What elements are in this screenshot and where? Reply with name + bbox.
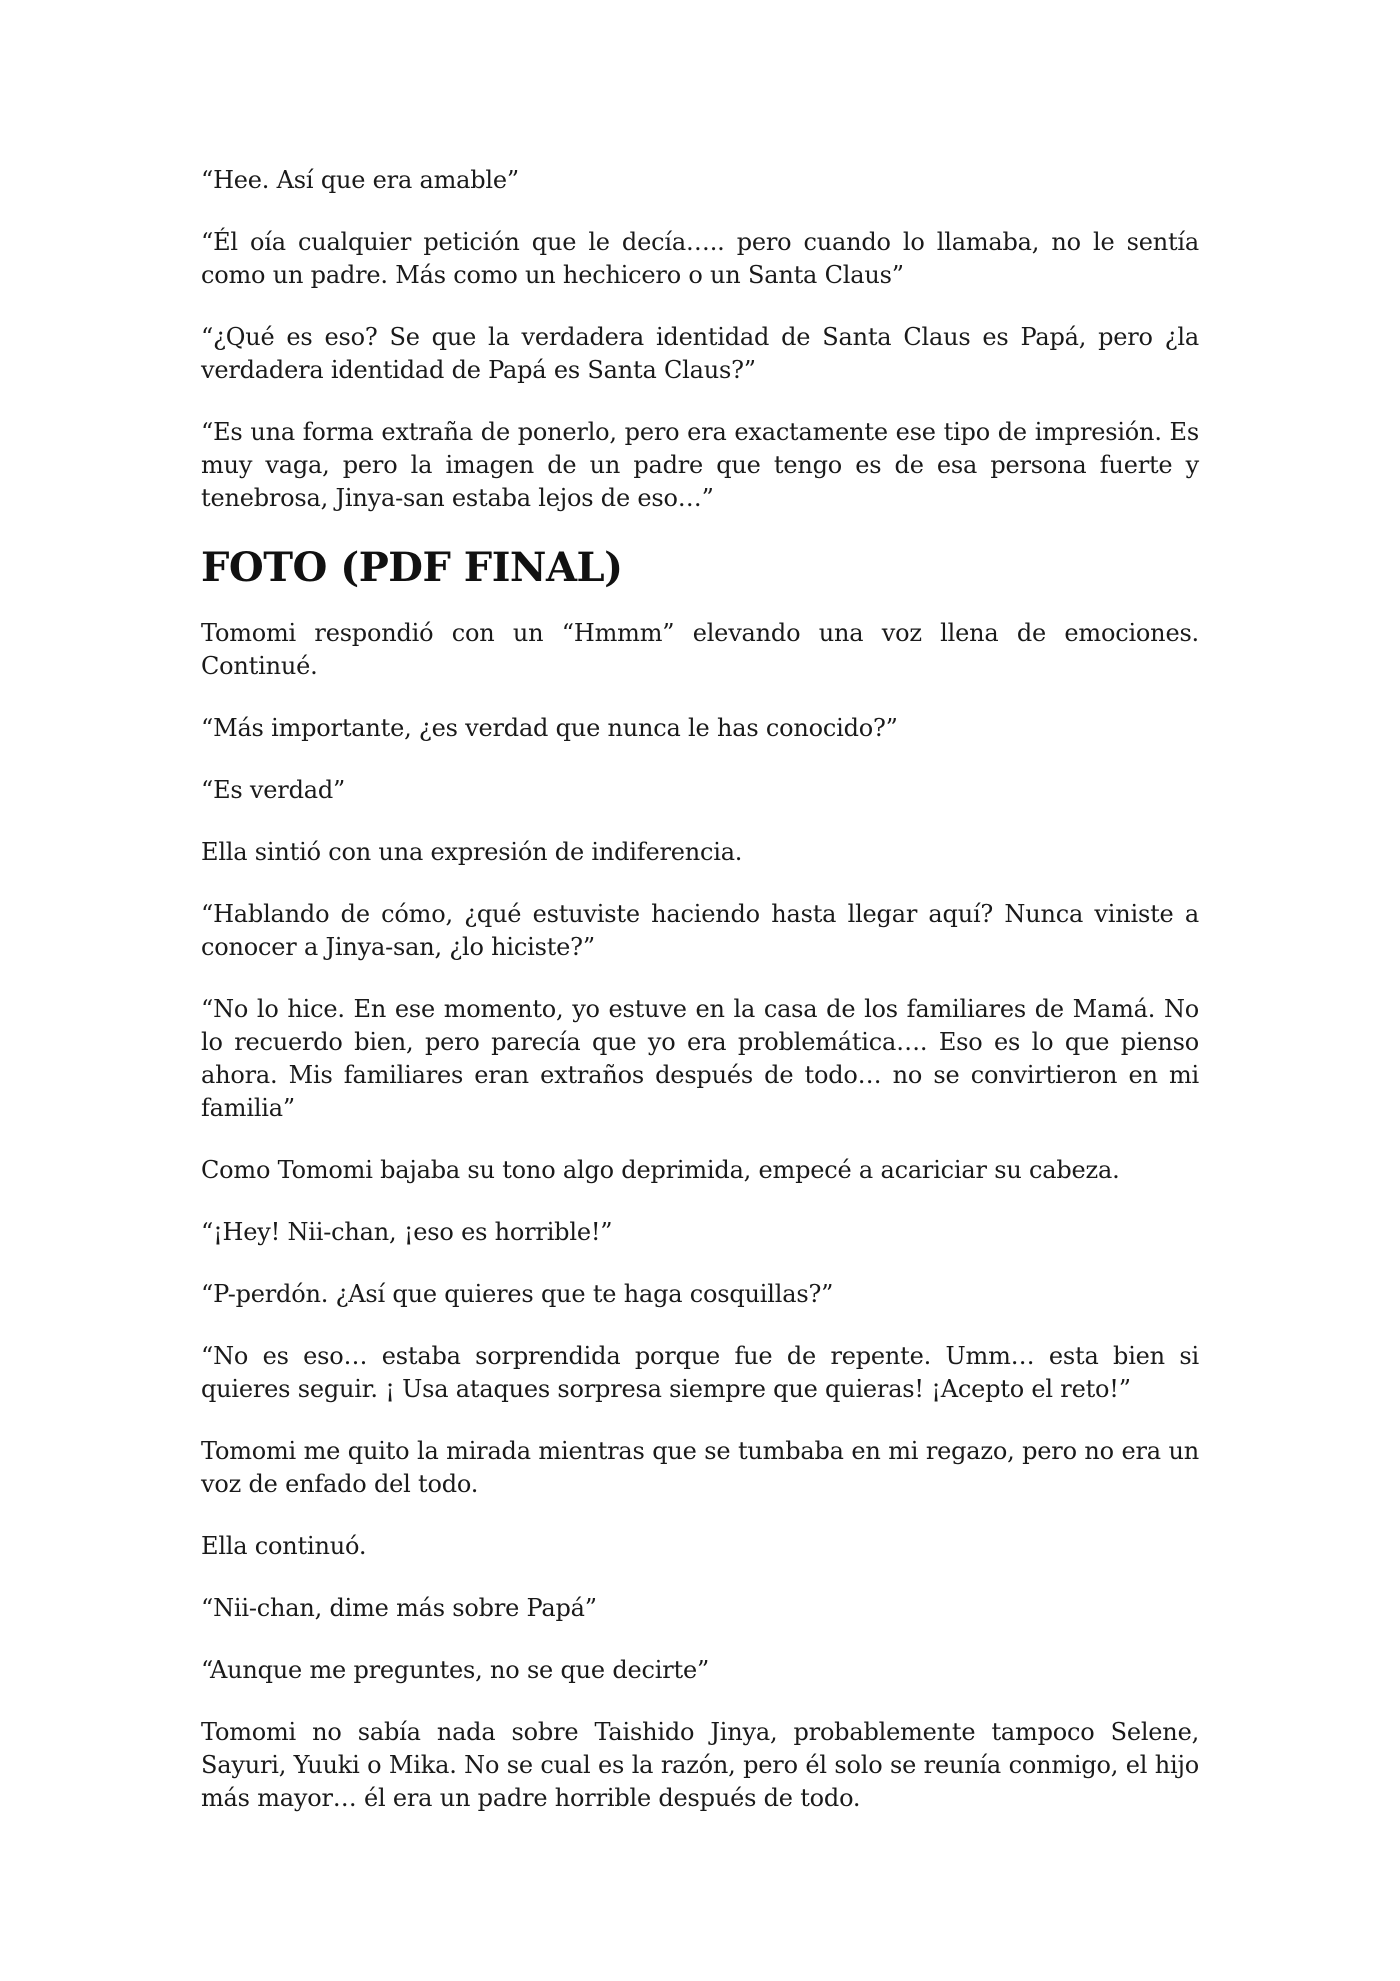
paragraph: Ella sintió con una expresión de indiferencia. bbox=[201, 838, 743, 866]
paragraph: Tomomi no sabía nada sobre Taishido Jinya, probablemente tampoco Selene, Sayuri, Yuuki o Mika. No se cual es la razón, pero él solo se reunía conmigo, el hijo más mayor… él era un padre horrible después de todo. bbox=[201, 1718, 1199, 1812]
section-heading: FOTO (PDF FINAL) bbox=[201, 544, 623, 591]
paragraph: “P-perdón. ¿Así que quieres que te haga cosquillas?” bbox=[201, 1280, 834, 1308]
document-body bbox=[201, 164, 1199, 1844]
paragraph: Como Tomomi bajaba su tono algo deprimida, empecé a acariciar su cabeza. bbox=[201, 1156, 1120, 1184]
paragraph: “No lo hice. En ese momento, yo estuve en la casa de los familiares de Mamá. No lo recuerdo bien, pero parecía que yo era problemática…. Eso es lo que pienso ahora. Mis familiares eran extraños después de todo… no se convirtieron en mi familia” bbox=[201, 995, 1199, 1122]
paragraph: “Es verdad” bbox=[201, 776, 346, 804]
paragraph: “Él oía cualquier petición que le decía….. pero cuando lo llamaba, no le sentía como un padre. Más como un hechicero o un Santa Claus” bbox=[201, 228, 1199, 289]
paragraph: “¡Hey! Nii-chan, ¡eso es horrible!” bbox=[201, 1218, 613, 1246]
paragraph: Tomomi respondió con un “Hmmm” elevando una voz llena de emociones. Continué. bbox=[201, 619, 1199, 680]
paragraph: “Nii-chan, dime más sobre Papá” bbox=[201, 1594, 597, 1622]
paragraph: “Hablando de cómo, ¿qué estuviste haciendo hasta llegar aquí? Nunca viniste a conocer a Jinya-san, ¿lo hiciste?” bbox=[201, 900, 1199, 961]
paragraph: “¿Qué es eso? Se que la verdadera identidad de Santa Claus es Papá, pero ¿la verdadera identidad de Papá es Santa Claus?” bbox=[201, 323, 1199, 384]
paragraph: “Aunque me preguntes, no se que decirte” bbox=[201, 1656, 710, 1684]
paragraph: “Más importante, ¿es verdad que nunca le has conocido?” bbox=[201, 714, 898, 742]
paragraph: “Hee. Así que era amable” bbox=[201, 166, 519, 194]
paragraph: “No es eso… estaba sorprendida porque fue de repente. Umm… esta bien si quieres seguir. ¡ Usa ataques sorpresa siempre que quieras! ¡Acepto el reto!” bbox=[201, 1342, 1199, 1403]
paragraph: “Es una forma extraña de ponerlo, pero era exactamente ese tipo de impresión. Es muy vaga, pero la imagen de un padre que tengo es de esa persona fuerte y tenebrosa, Jinya-san estaba lejos de eso…” bbox=[201, 418, 1199, 512]
paragraph: Tomomi me quito la mirada mientras que se tumbaba en mi regazo, pero no era un voz de enfado del todo. bbox=[201, 1437, 1199, 1498]
paragraph: Ella continuó. bbox=[201, 1532, 367, 1560]
